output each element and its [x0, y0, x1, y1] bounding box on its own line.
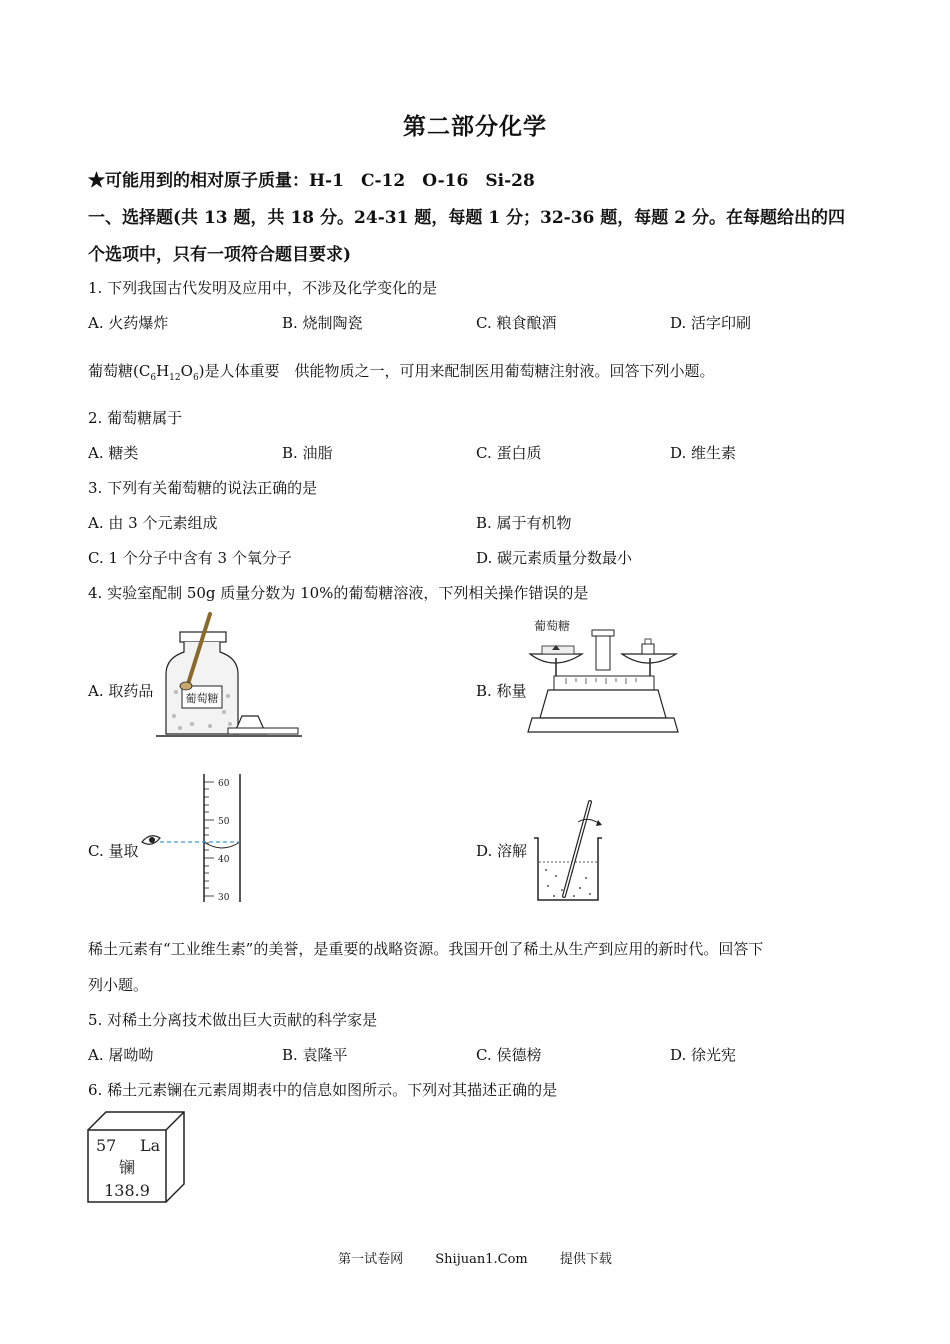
glucose-intro-prefix: 葡萄糖(C — [88, 362, 151, 380]
cylinder-ticks — [204, 782, 214, 896]
balance-base — [540, 690, 666, 718]
tick-label-30: 30 — [218, 893, 230, 903]
question-3-option-d: D. 碳元素质量分数最小 — [476, 549, 633, 567]
question-5-option-b: B. 袁隆平 — [282, 1046, 348, 1064]
question-1-option-b: B. 烧制陶瓷 — [282, 314, 363, 332]
page-title: 第二部分化学 — [403, 113, 547, 140]
question-4-option-a: A. 取药品 — [88, 682, 154, 700]
element-cell-figure — [86, 1110, 188, 1206]
question-4-option-d: D. 溶解 — [476, 842, 528, 860]
bottle-label: 葡萄糖 — [185, 692, 219, 705]
question-4-stem: 4. 实验室配制 50g 质量分数为 10%的葡萄糖溶液，下列相关操作错误的是 — [88, 584, 589, 602]
section-heading-line2: 个选项中，只有一项符合题目要求) — [88, 245, 352, 265]
eye-pupil — [149, 837, 155, 843]
reagent-bottle-figure — [154, 612, 304, 740]
graduated-cylinder-figure — [138, 772, 248, 906]
section-heading-line1: 一、选择题(共 13 题，共 18 分。24-31 题，每题 1 分；32-36 题，每题 2 分。在每题给出的四 — [88, 208, 845, 228]
question-6-stem: 6. 稀土元素镧在元素周期表中的信息如图所示。下列对其描述正确的是 — [88, 1081, 558, 1099]
stir-arrow-head — [596, 820, 602, 826]
question-2-option-d: D. 维生素 — [670, 444, 737, 462]
glucose-o-subscript: 6 — [192, 373, 199, 383]
element-atomic-number: 57 — [96, 1136, 117, 1155]
glucose-h: H — [156, 362, 170, 380]
question-1-stem: 1. 下列我国古代发明及应用中，不涉及化学变化的是 — [88, 279, 438, 297]
glucose-intro-suffix: )是人体重要 供能物质之一，可用来配制医用葡萄糖注射液。回答下列小题。 — [198, 362, 715, 380]
question-1-option-c: C. 粮食酿酒 — [476, 314, 557, 332]
stir-arrow — [578, 819, 600, 824]
balance-label: 葡萄糖 — [533, 619, 571, 633]
spoon-head — [180, 682, 192, 690]
question-2-option-c: C. 蛋白质 — [476, 444, 542, 462]
question-2-stem: 2. 葡萄糖属于 — [88, 409, 183, 427]
tick-label-60: 60 — [218, 779, 230, 789]
balance-figure — [526, 614, 681, 740]
weight — [642, 644, 654, 654]
question-5-stem: 5. 对稀土分离技术做出巨大贡献的科学家是 — [88, 1011, 378, 1029]
rare-earth-intro-line1: 稀土元素有“工业维生素”的美誉，是重要的战略资源。我国开创了稀土从生产到应用的新时代。回答下 — [88, 940, 764, 958]
weight-knob — [645, 639, 651, 644]
element-atomic-mass: 138.9 — [104, 1181, 150, 1200]
beam — [554, 676, 654, 690]
glucose-c-subscript: 6 — [150, 373, 157, 383]
glucose-o: O — [180, 362, 193, 380]
question-4-option-b: B. 称量 — [476, 682, 527, 700]
atomic-mass-note: ★可能用到的相对原子质量：H-1 C-12 O-16 Si-28 — [88, 171, 535, 191]
question-3-option-c: C. 1 个分子中含有 3 个氧分子 — [88, 549, 292, 567]
question-4-option-c: C. 量取 — [88, 842, 139, 860]
footer-site-url: Shijuan1.Com — [435, 1252, 528, 1267]
rare-earth-intro-line2: 列小题。 — [88, 976, 149, 994]
element-symbol: La — [140, 1136, 161, 1155]
element-name: 镧 — [118, 1158, 136, 1177]
meniscus — [204, 842, 240, 848]
glucose-h-subscript: 12 — [169, 373, 181, 383]
question-1-option-a: A. 火药爆炸 — [88, 314, 169, 332]
question-3-option-b: B. 属于有机物 — [476, 514, 572, 532]
right-pan — [622, 654, 676, 663]
stopper-base — [228, 728, 298, 734]
question-3-option-a: A. 由 3 个元素组成 — [88, 514, 218, 532]
question-2-option-a: A. 糖类 — [88, 444, 139, 462]
question-5-option-a: A. 屠呦呦 — [88, 1046, 154, 1064]
beaker-figure — [528, 796, 610, 906]
question-5-option-c: C. 侯德榜 — [476, 1046, 542, 1064]
pointer-top — [592, 630, 614, 636]
tick-label-50: 50 — [218, 817, 230, 827]
balance-foot — [528, 718, 678, 732]
glucose-intro — [88, 360, 715, 383]
footer-note: 提供下载 — [559, 1252, 612, 1267]
question-5-option-d: D. 徐光宪 — [670, 1046, 737, 1064]
tick-label-40: 40 — [218, 855, 230, 865]
question-2-option-b: B. 油脂 — [282, 444, 333, 462]
question-1-option-d: D. 活字印刷 — [670, 314, 752, 332]
question-3-stem: 3. 下列有关葡萄糖的说法正确的是 — [88, 479, 318, 497]
footer-site-name: 第一试卷网 — [338, 1252, 404, 1267]
page-footer — [0, 1248, 950, 1267]
